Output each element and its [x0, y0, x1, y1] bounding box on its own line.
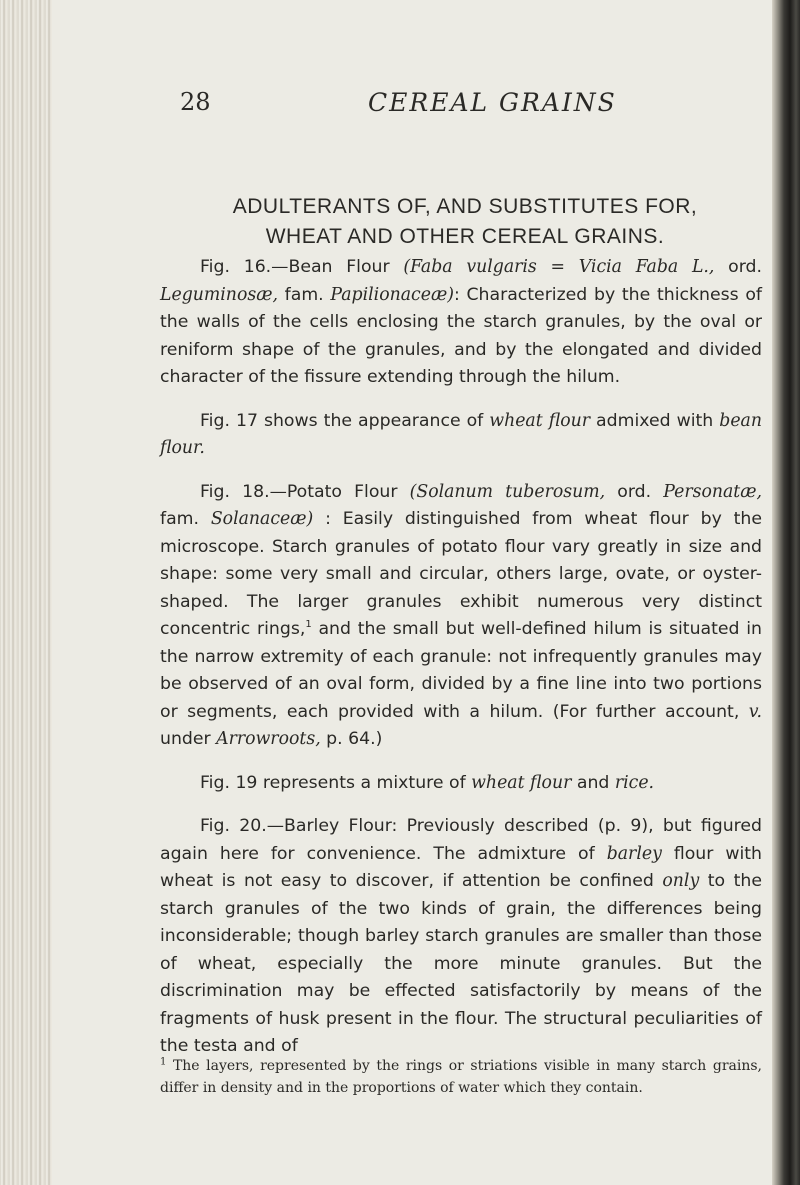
fig16-lead: Fig. 16.—Bean Flour [200, 257, 404, 277]
fig17-italic-2: bean flour. [160, 410, 762, 458]
fig17-italic: wheat flour [489, 410, 591, 431]
fig18-text-4: p. 64.) [320, 729, 383, 749]
fig20-text-1: flour with wheat is not easy to discover, if attention be confined [160, 843, 762, 891]
fig16-latin: (Faba vulgaris = Vicia Faba L., [403, 257, 715, 277]
heading-line-1: ADULTERANTS OF, AND SUBSTITUTES FOR, [232, 195, 698, 218]
footnote-mark: 1 [160, 1056, 167, 1068]
book-binding-left [0, 0, 52, 1185]
fig18-lead: Fig. 18.—Potato Flour [200, 481, 410, 502]
fig19-italic-2: rice. [614, 772, 655, 793]
fig18-text-2: and the small but well-defined hilum is situated in the narrow extremity of each granule: not infrequently granules may be observed of an oval form, divided by a fine line into two portions or segments, each provided with a hilum. (For further account, [160, 619, 762, 722]
book-edge-right [772, 0, 800, 1185]
footnote-text: The layers, represented by the rings or striations visible in many starch grains, differ in density and in the proportions of water which they contain. [160, 1058, 762, 1096]
heading-line-2: WHEAT AND OTHER CEREAL GRAINS. [265, 225, 665, 248]
paragraph-fig-17 [160, 408, 762, 463]
fig19-mid: and [571, 772, 615, 793]
fig16-family-name: Papilionaceæ) [330, 284, 454, 305]
fig18-v: v. [748, 701, 762, 722]
fig20-text-2: to the starch granules of the two kinds of grain, the differences being inconsiderable; though barley starch granules are smaller than those of wheat, especially the more minute granules. But the discrimination may be effected satisfactorily by means of the fragments of husk present in the flour. The structural peculiarities of the testa and of [160, 871, 762, 1056]
body-text [160, 254, 762, 1077]
fig18-latin: (Solanum tuberosum, [409, 481, 606, 502]
fig18-order-name: Personatæ, [663, 481, 762, 502]
fig17-mid: admixed with [590, 410, 720, 431]
fig16-ord: ord. [714, 257, 762, 277]
fig18-fam: fam. [160, 509, 211, 529]
section-heading [160, 192, 770, 252]
fig18-ord: ord. [605, 481, 664, 502]
fig19-italic: wheat flour [471, 772, 572, 793]
footnote [160, 1055, 762, 1099]
fig19-lead: Fig. 19 represents a mixture of [200, 772, 472, 793]
footnote-ref: 1 [305, 619, 312, 631]
fig16-order-name: Leguminosæ, [160, 284, 278, 305]
fig16-text: : Characterized by the thickness of the walls of the cells enclosing the starch granules, by the oval or reniform shape of the granules, and by the elongated and divided character of the fissure extending through the hilum. [160, 284, 762, 387]
fig18-arrowroots: Arrowroots, [216, 729, 321, 749]
running-title: CEREAL GRAINS [368, 88, 617, 117]
paragraph-fig-18 [160, 479, 762, 754]
fig18-family-name: Solanaceæ) [210, 509, 314, 529]
paragraph-fig-20 [160, 813, 762, 1061]
fig20-lead: Fig. 20.—Barley Flour: Previously described (p. 9), but figured again here for convenience. The admixture of [160, 816, 762, 864]
fig18-text-1: : Easily distinguished from wheat flour by the microscope. Starch granules of potato flour vary greatly in size and shape: some very small and circular, others large, ovate, or oyster-shaped. The larger granules exhibit numerous very distinct concentric rings, [160, 509, 762, 639]
paragraph-fig-16 [160, 254, 762, 392]
fig16-fam: fam. [277, 284, 331, 305]
paragraph-fig-19 [160, 770, 762, 798]
fig17-lead: Fig. 17 shows the appearance of [200, 410, 490, 431]
fig20-only: only [662, 871, 700, 891]
fig18-text-3: under [160, 729, 217, 749]
fig20-italic: barley [606, 843, 662, 864]
page-number: 28 [180, 88, 211, 116]
